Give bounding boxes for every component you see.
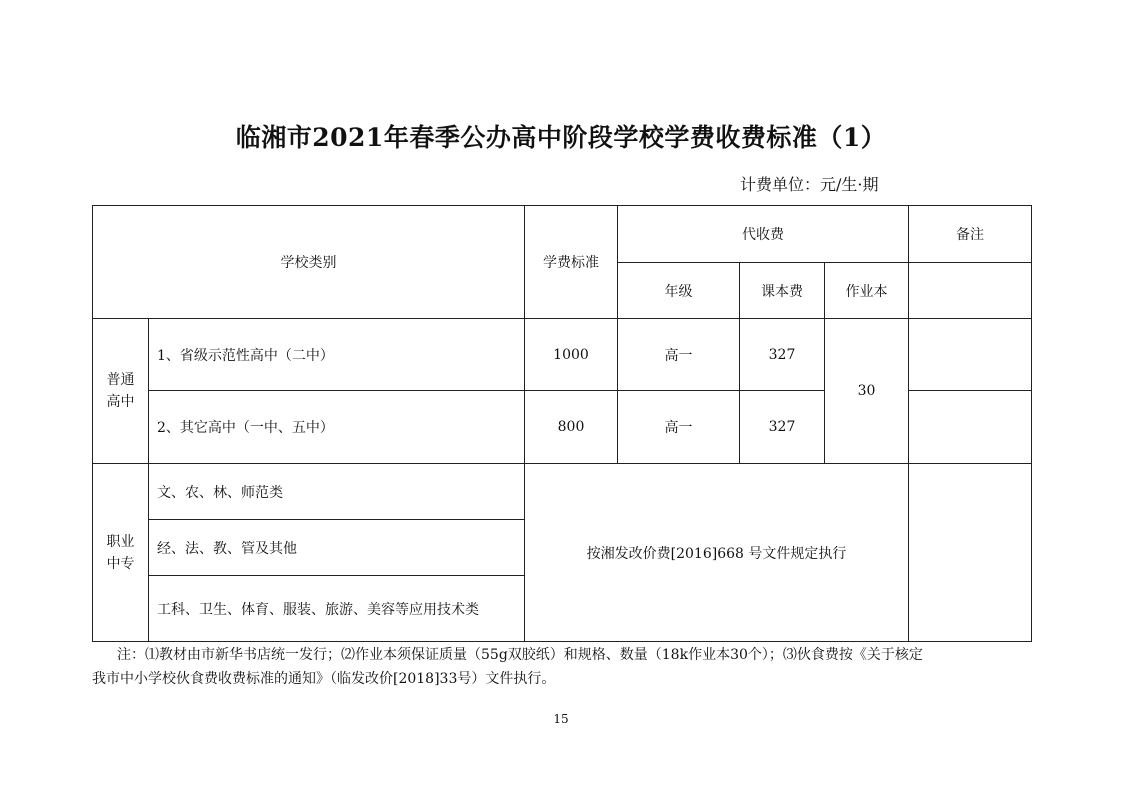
school-name: 文、农、林、师范类 [149, 464, 525, 520]
footnote-line: 我市中小学校伙食费收费标准的通知》（临发改价[2018]33号）文件执行。 [92, 671, 556, 687]
header-row-1 [93, 206, 1032, 263]
category-vocational [93, 464, 149, 642]
header-homework: 作业本 [825, 263, 909, 319]
textbook-fee: 327 [740, 391, 825, 464]
billing-unit: 计费单位：元/生·期 [740, 175, 879, 194]
category-line: 中专 [106, 555, 135, 572]
header-grade: 年级 [618, 263, 740, 319]
vocational-policy: 按湘发改价费[2016]668 号文件规定执行 [525, 464, 909, 642]
category-line: 普通 [106, 372, 135, 388]
footnote [92, 643, 1032, 691]
header-tuition: 学费标准 [525, 206, 618, 319]
tuition-value: 800 [525, 391, 618, 464]
school-name: 2、其它高中（一中、五中） [149, 391, 525, 464]
header-school-type: 学校类别 [93, 206, 525, 319]
category-general-high [93, 319, 149, 464]
textbook-fee: 327 [740, 319, 825, 391]
fee-table [92, 205, 1032, 642]
tuition-value: 1000 [525, 319, 618, 391]
school-name: 工科、卫生、体育、服装、旅游、美容等应用技术类 [149, 576, 525, 642]
school-name: 经、法、教、管及其他 [149, 520, 525, 576]
header-remarks: 备注 [909, 206, 1032, 263]
remarks-cell [909, 464, 1032, 642]
page-title: 临湘市2021年春季公办高中阶段学校学费收费标准（1） [235, 123, 887, 152]
header-remarks-empty [909, 263, 1032, 319]
remarks-cell [909, 391, 1032, 464]
grade-value: 高一 [618, 391, 740, 464]
grade-value: 高一 [618, 319, 740, 391]
table-row [93, 319, 1032, 391]
table-row [93, 464, 1032, 520]
category-line: 高中 [106, 394, 135, 410]
category-line: 职业 [106, 533, 135, 550]
footnote-line: 注：⑴教材由市新华书店统一发行；⑵作业本须保证质量（55g双胶纸）和规格、数量（18k作业本30个）；⑶伙食费按《关于核定 [117, 647, 923, 663]
homework-fee: 30 [825, 319, 909, 464]
remarks-cell [909, 319, 1032, 391]
page-number: 15 [553, 712, 569, 726]
header-textbook: 课本费 [740, 263, 825, 319]
school-name: 1、省级示范性高中（二中） [149, 319, 525, 391]
header-collection: 代收费 [618, 206, 909, 263]
